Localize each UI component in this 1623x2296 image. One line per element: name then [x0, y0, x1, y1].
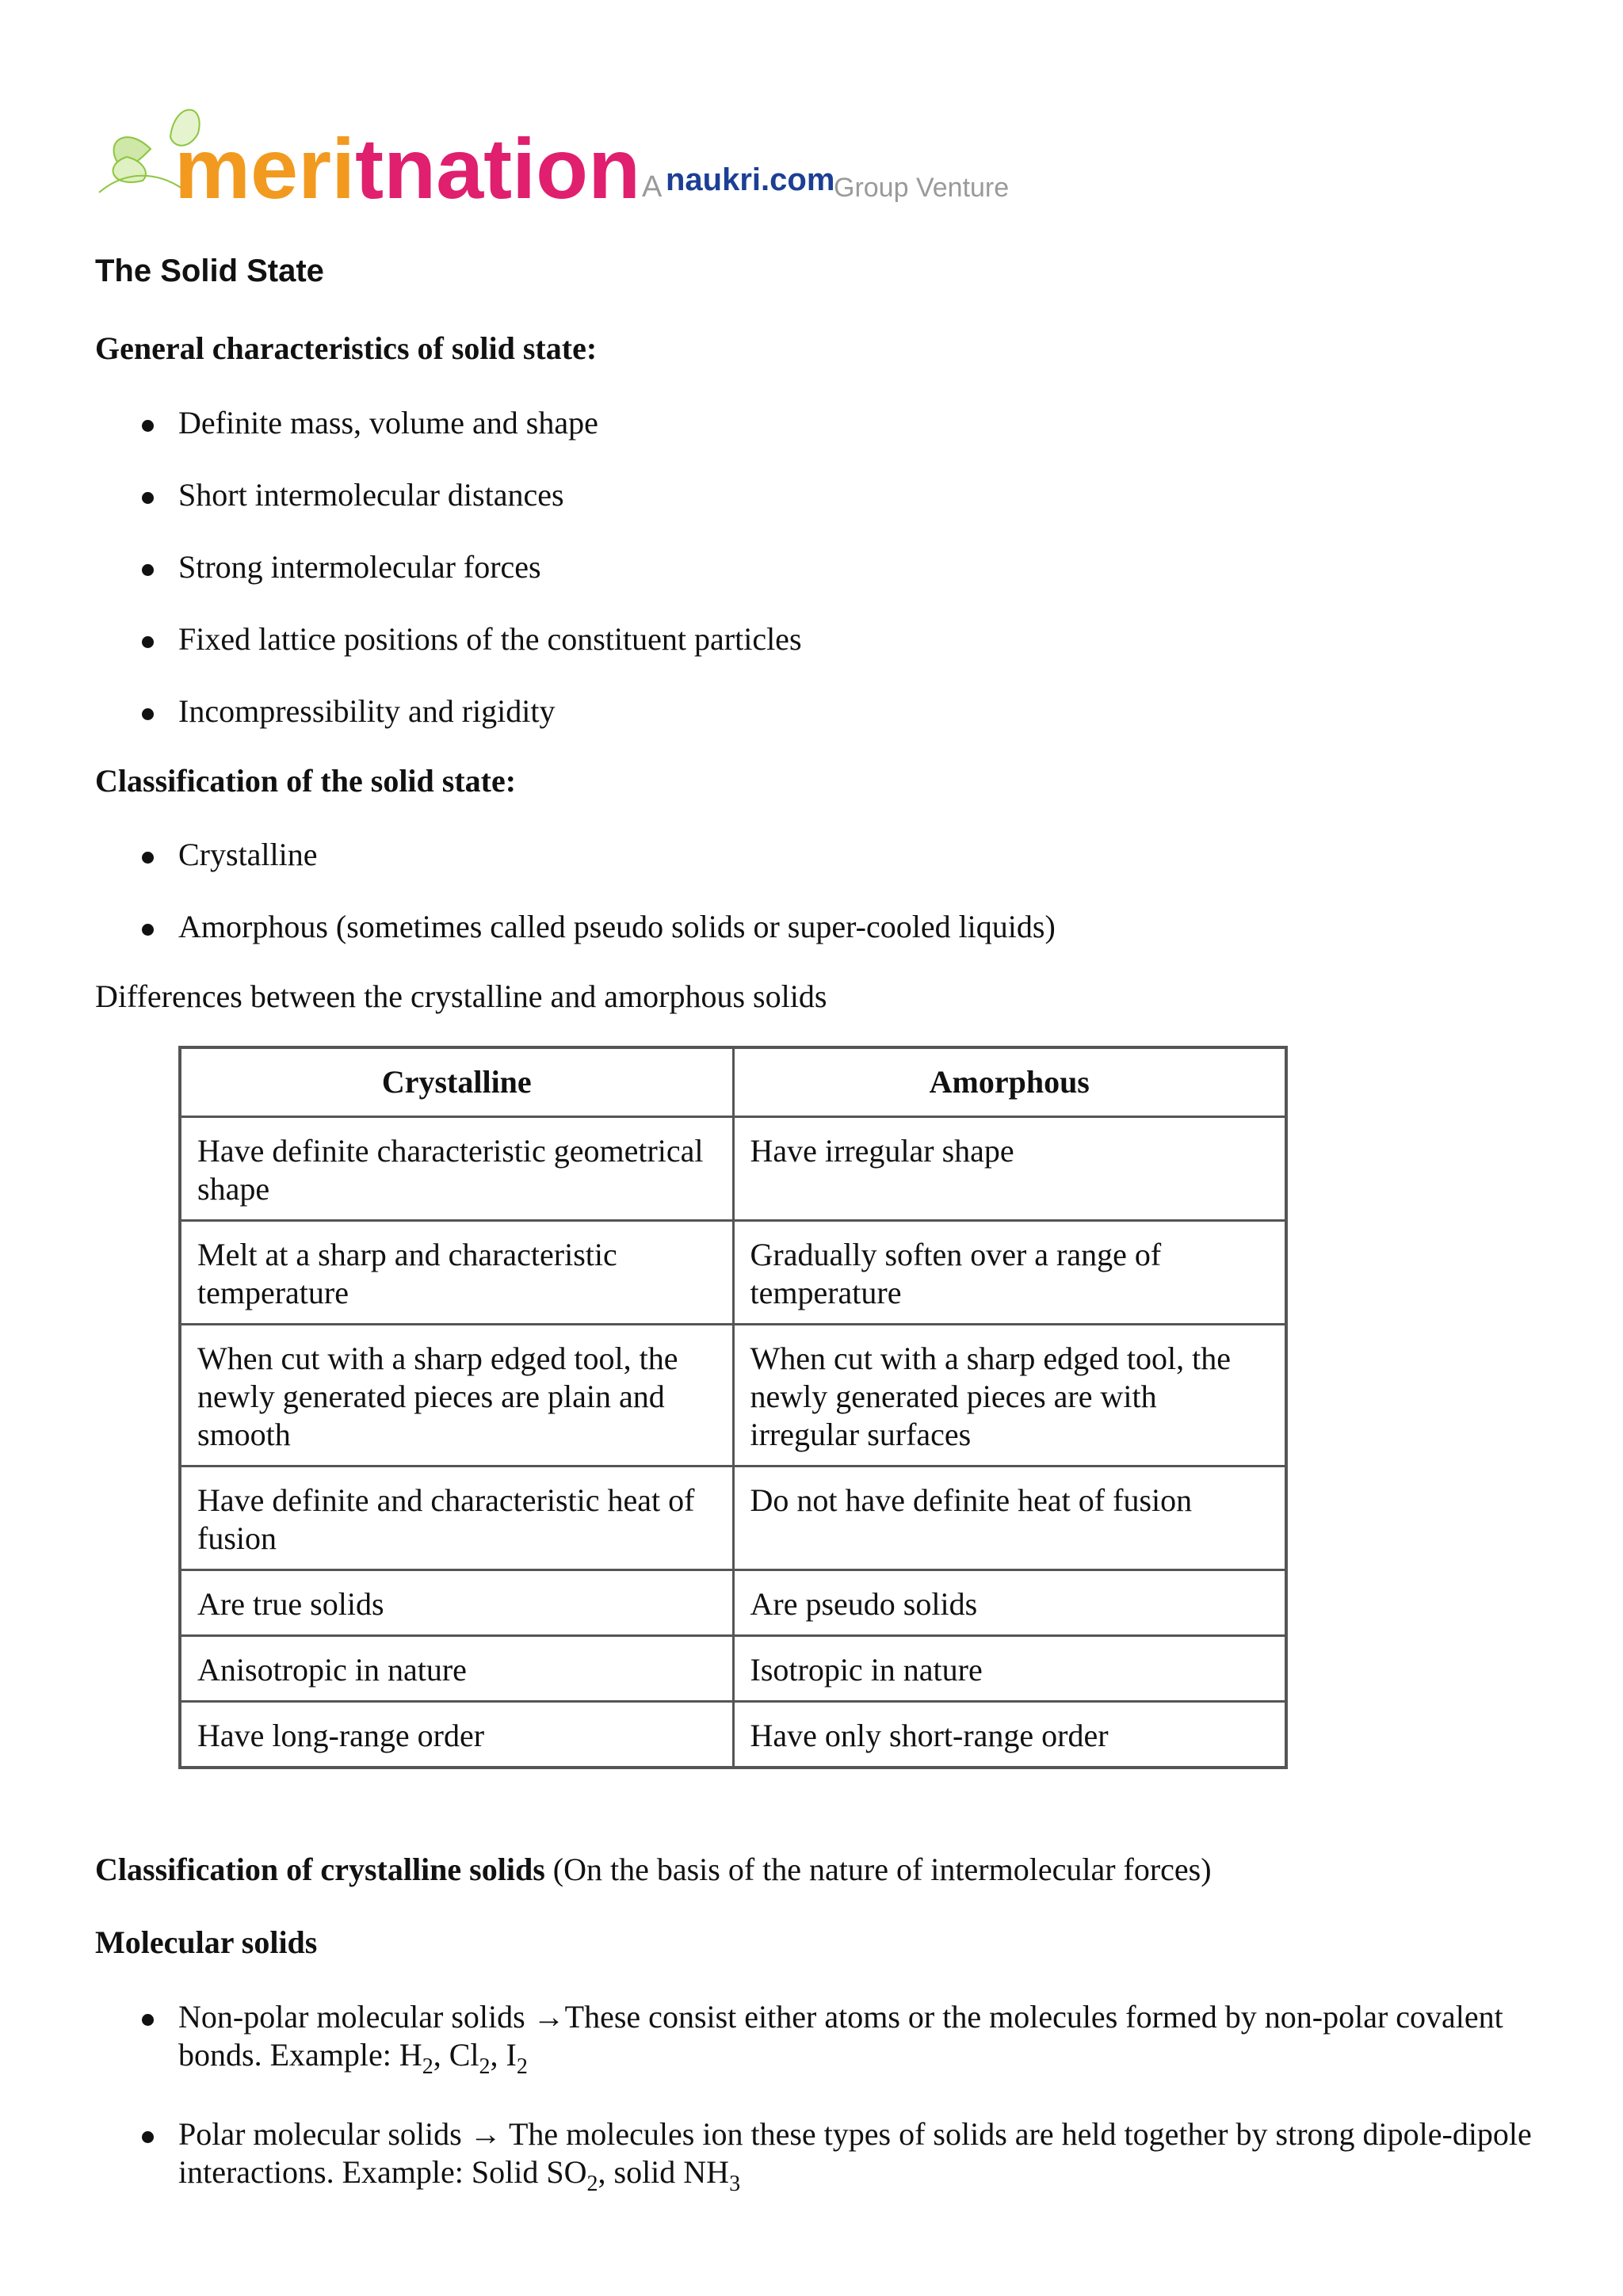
table-cell: Have only short-range order — [733, 1702, 1286, 1768]
molecular-heading: Molecular solids — [95, 1924, 318, 1960]
table-cell: When cut with a sharp edged tool, the newly generated pieces are plain and smooth — [180, 1325, 733, 1466]
list-item-nonpolar — [178, 1998, 1589, 2079]
crystalline-classification-rest: (On the basis of the nature of intermolecular forces) — [544, 1852, 1212, 1887]
polar-text: Polar molecular solids → The molecules ion these types of solids are held together by strong dipole-dipole interactions. Example: Solid SO — [178, 2116, 1532, 2190]
table-cell: Melt at a sharp and characteristic temperature — [180, 1221, 733, 1325]
table-row — [180, 1466, 1286, 1570]
header-crystalline: Crystalline — [180, 1047, 733, 1117]
list-item: Amorphous (sometimes called pseudo solids or super-cooled liquids) — [178, 908, 1589, 946]
table-cell: Have long-range order — [180, 1702, 733, 1768]
table-row — [180, 1325, 1286, 1466]
table-cell: Gradually soften over a range of temperature — [733, 1221, 1286, 1325]
list-item: Strong intermolecular forces — [178, 548, 1589, 586]
crystalline-classification — [95, 1851, 1212, 1888]
table-cell: Do not have definite heat of fusion — [733, 1466, 1286, 1570]
table-row — [180, 1117, 1286, 1221]
table-cell: Isotropic in nature — [733, 1636, 1286, 1702]
general-heading: General characteristics of solid state: — [95, 330, 598, 366]
meritnation-logo — [95, 93, 1062, 220]
table-cell: Have definite characteristic geometrical shape — [180, 1117, 733, 1221]
formula-cl: , Cl — [433, 2037, 479, 2073]
formula-sub: 2 — [516, 2054, 528, 2079]
list-item: Short intermolecular distances — [178, 476, 1589, 514]
table-row — [180, 1702, 1286, 1768]
formula-h: H — [399, 2037, 422, 2073]
tagline-prefix: A — [642, 170, 663, 204]
header-amorphous: Amorphous — [733, 1047, 1286, 1117]
table-row — [180, 1636, 1286, 1702]
table-cell: Are pseudo solids — [733, 1570, 1286, 1636]
formula-sub: 3 — [729, 2172, 741, 2196]
table-cell: Anisotropic in nature — [180, 1636, 733, 1702]
table-row — [180, 1570, 1286, 1636]
nonpolar-text: Non-polar molecular solids →These consist either atoms or the molecules formed by non-polar covalent bonds. Example: — [178, 1999, 1503, 2073]
partner-name: naukri.com — [666, 162, 835, 197]
formula-i: , I — [490, 2037, 517, 2073]
brand-tnation: tnation — [355, 120, 641, 216]
list-item: Definite mass, volume and shape — [178, 404, 1589, 442]
table-row — [180, 1221, 1286, 1325]
comparison-table — [178, 1046, 1288, 1769]
list-item: Incompressibility and rigidity — [178, 692, 1589, 730]
page-title: The Solid State — [95, 254, 324, 288]
polar-mid: , solid NH — [598, 2154, 730, 2190]
classification-heading: Classification of the solid state: — [95, 763, 517, 799]
table-cell: Have irregular shape — [733, 1117, 1286, 1221]
formula-sub: 2 — [479, 2054, 491, 2079]
table-cell: Are true solids — [180, 1570, 733, 1636]
tagline-suffix: Group Venture — [834, 173, 1010, 203]
crystalline-classification-bold: Classification of crystalline solids — [95, 1852, 545, 1887]
formula-sub: 2 — [586, 2172, 598, 2196]
list-item: Fixed lattice positions of the constituent particles — [178, 620, 1589, 658]
list-item: Crystalline — [178, 836, 1589, 874]
formula-sub: 2 — [422, 2054, 433, 2079]
table-header-row — [180, 1047, 1286, 1117]
list-item-polar — [178, 2115, 1589, 2196]
brand-meri: meri — [174, 120, 356, 216]
logo-graphic — [95, 93, 1062, 220]
table-cell: When cut with a sharp edged tool, the newly generated pieces are with irregular surfaces — [733, 1325, 1286, 1466]
table-cell: Have definite and characteristic heat of fusion — [180, 1466, 733, 1570]
differences-intro: Differences between the crystalline and amorphous solids — [95, 978, 827, 1014]
